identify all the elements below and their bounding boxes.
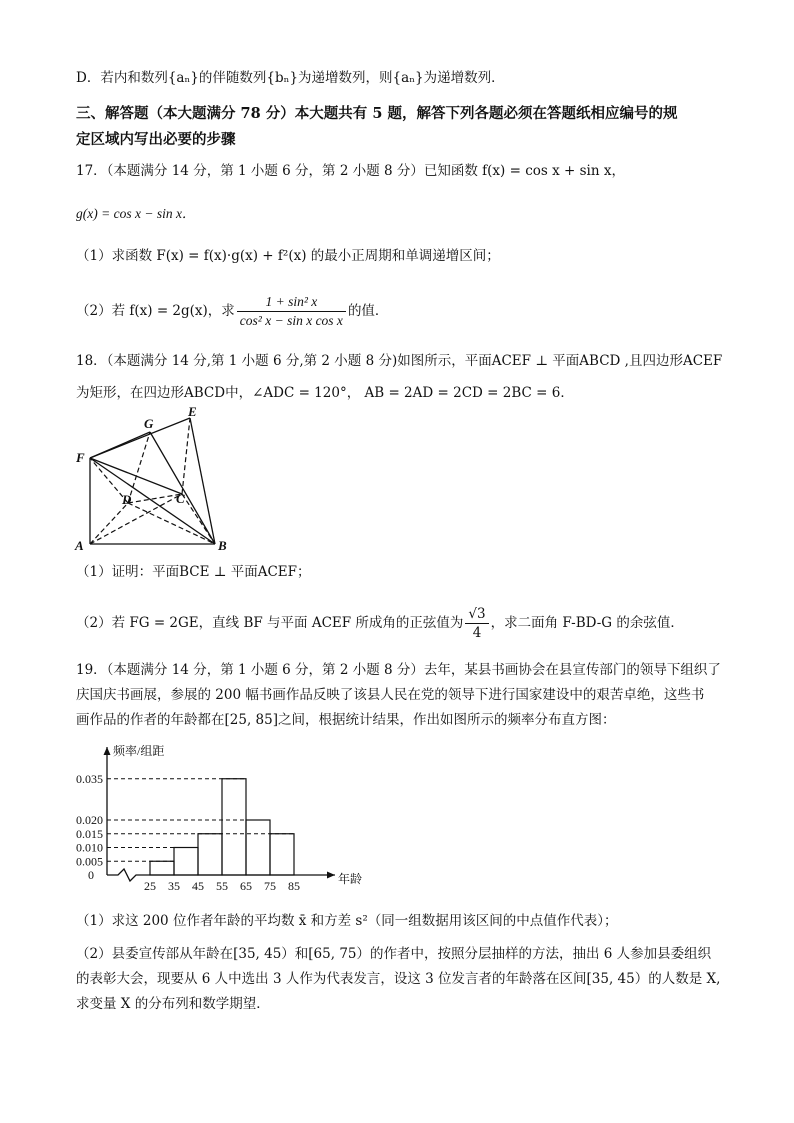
q18-line-1: 18．（本题满分 14 分,第 1 小题 6 分,第 2 小题 8 分)如图所示，平面ACEF ⊥ 平面ABCD ,且四边形ACEF	[76, 353, 723, 369]
x-tick-label-0: 25	[144, 879, 156, 892]
section-heading-line-1: 三、解答题（本大题满分 78 分）本大题共有 5 题，解答下列各题必须在答题纸相应编号的规	[76, 105, 678, 122]
label-g: G	[144, 416, 154, 431]
q17-line-1: 17．（本题满分 14 分，第 1 小题 6 分，第 2 小题 8 分）已知函数 f(x) = cos x + sin x，	[76, 163, 625, 179]
origin-label: 0	[88, 868, 94, 882]
y-tick-label-0: 0.035	[76, 771, 103, 786]
q18-part-2-suffix: ，求二面角 F-BD-G 的余弦值．	[490, 615, 684, 631]
q18-part-2-prefix: （2）若 FG = 2GE，直线 BF 与平面 ACEF 所成角的正弦值为	[76, 615, 464, 631]
x-tick-label-1: 35	[168, 879, 180, 892]
x-tick-label-5: 75	[264, 879, 276, 892]
y-axis-arrow	[104, 747, 111, 755]
option-d: D．若内和数列{aₙ}的伴随数列{bₙ}为递增数列，则{aₙ}为递增数列．	[76, 70, 505, 86]
q17-line-2: g(x) = cos x − sin x．	[76, 206, 196, 221]
q18-fraction-numerator: √3	[465, 605, 488, 624]
label-a: A	[75, 538, 84, 552]
q17-part-2-suffix: 的值．	[347, 303, 389, 319]
q19-line-2: 庆国庆书画展，参展的 200 幅书画作品反映了该县人民在党的领导下进行国家建设中的艰苦卓绝，这些书	[76, 687, 705, 703]
bar-75-85	[270, 834, 294, 875]
label-d: D	[122, 492, 132, 507]
y-tick-label-4: 0.005	[76, 854, 103, 869]
q19-line-3: 画作品的作者的年龄都在[25, 85]之间，根据统计结果，作出如图所示的频率分布直方图：	[76, 712, 616, 728]
frequency-histogram	[60, 737, 370, 892]
x-axis-arrow	[327, 872, 335, 879]
label-f: F	[76, 450, 85, 465]
y-axis-title: 频率/组距	[113, 744, 165, 758]
bar-45-55	[198, 834, 222, 875]
label-b: B	[218, 538, 227, 552]
q18-fraction-denominator: 4	[472, 625, 482, 641]
bar-55-65	[222, 779, 246, 875]
q18-part-2	[76, 604, 684, 642]
section-heading-line-2: 定区域内写出必要的步骤	[76, 131, 236, 148]
y-tick-label-2: 0.015	[76, 826, 103, 841]
x-tick-label-6: 85	[288, 879, 300, 892]
q18-line-2: 为矩形，在四边形ABCD中，∠ADC = 120°， AB = 2AD = 2CD = 2BC = 6．	[76, 385, 574, 401]
label-e: E	[188, 404, 197, 419]
label-c: C	[176, 491, 185, 506]
y-tick-label-3: 0.010	[76, 840, 103, 855]
q17-part-1: （1）求函数 F(x) = f(x)·g(x) + f²(x) 的最小正周期和单调递增区间；	[76, 248, 500, 264]
q19-part-2-line-1: （2）县委宣传部从年龄在[35, 45）和[65, 75）的作者中，按照分层抽样的方法，抽出 6 人参加县委组织	[76, 946, 712, 962]
x-tick-label-2: 45	[192, 879, 204, 892]
bar-25-35	[150, 861, 174, 875]
q17-fraction-denominator: cos² x − sin x cos x	[239, 313, 343, 328]
bar-65-75	[246, 820, 270, 875]
q19-line-1: 19．（本题满分 14 分，第 1 小题 6 分，第 2 小题 8 分）去年，某县书画协会在县宣传部门的领导下组织了	[76, 662, 721, 678]
q17-part-2	[76, 292, 388, 330]
q17-part-2-prefix: （2）若 f(x) = 2g(x)，求	[76, 303, 235, 319]
q19-part-2-line-2: 的表彰大会，现要从 6 人中选出 3 人作为代表发言，设这 3 位发言者的年龄落在区间[35, 45）的人数是 X,	[76, 971, 721, 987]
x-tick-label-3: 55	[216, 879, 228, 892]
x-axis-title: 年龄	[338, 872, 363, 886]
q18-fraction	[465, 605, 488, 642]
bar-35-45	[174, 848, 198, 876]
q19-part-2-line-3: 求变量 X 的分布列和数学期望．	[76, 996, 270, 1012]
q18-part-1: （1）证明：平面BCE ⊥ 平面ACEF；	[76, 564, 311, 580]
q19-part-1: （1）求这 200 位作者年龄的平均数 x̄ 和方差 s²（同一组数据用该区间的中点值作代表）；	[76, 913, 618, 929]
x-tick-label-4: 65	[240, 879, 252, 892]
q17-fraction	[237, 293, 346, 330]
q17-fraction-numerator: 1 + sin² x	[237, 293, 346, 312]
y-tick-label-1: 0.020	[76, 813, 103, 827]
geometry-figure	[70, 404, 240, 552]
